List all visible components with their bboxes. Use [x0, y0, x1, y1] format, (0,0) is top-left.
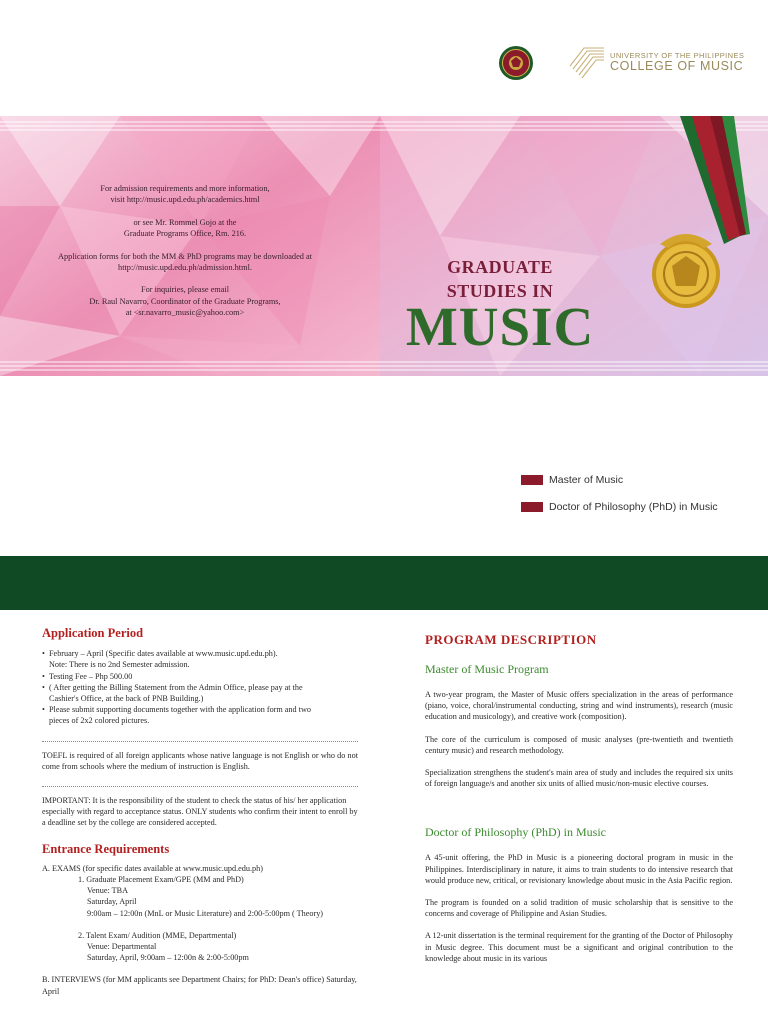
program-item-phd	[521, 501, 718, 513]
mm-description	[425, 689, 733, 789]
application-column	[42, 628, 358, 997]
application-period-heading: Application Period	[42, 626, 144, 640]
admission-info-text	[20, 183, 350, 319]
bullet-line: ( After getting the Billing Statement from the Admin Office, please pay at the	[49, 682, 303, 692]
entrance-requirements-heading: Entrance Requirements	[42, 841, 170, 856]
exam-talent	[42, 930, 358, 964]
title-graduate: GRADUATE	[447, 257, 553, 277]
interviews-text: B. INTERVIEWS (for MM applicants see Department Chairs; for PhD: Dean's office) Saturday, April	[42, 975, 357, 996]
phd-program-heading: Doctor of Philosophy (PhD) in Music	[425, 825, 606, 840]
green-divider-band	[0, 556, 768, 610]
admission-info-paragraph	[20, 284, 350, 318]
bullet-line: Note: There is no 2nd Semester admission.	[49, 660, 190, 670]
info-line: or see Mr. Rommel Gojo at the	[133, 217, 237, 227]
admission-info-paragraph	[20, 183, 350, 206]
exam-line: Venue: TBA	[87, 886, 129, 896]
title-music: MUSIC	[405, 296, 595, 357]
admission-info-paragraph	[20, 217, 350, 240]
logo-university-text: UNIVERSITY OF THE PHILIPPINES	[610, 51, 745, 60]
bullet-line: Testing Fee – Php 500.00	[49, 671, 133, 681]
exams-title: A. EXAMS (for specific dates available at www.music.upd.edu.ph)	[42, 863, 263, 873]
application-bullet	[42, 704, 358, 726]
info-line: visit http://music.upd.edu.ph/academics.html	[110, 195, 260, 205]
exam-placement	[42, 874, 358, 919]
info-line: Graduate Programs Office, Rm. 216.	[123, 229, 247, 239]
description-paragraph: A 45-unit offering, the PhD in Music is a pioneering doctoral program in music in the Philippines. Interdisciplinary in nature, it aims to train students to do intensive research that would produce new, critical, or revisionary knowledge about music in the Asia Pacific region.	[425, 853, 733, 885]
bullet-line: February – April (Specific dates available at www.music.upd.edu.ph).	[49, 649, 278, 659]
music-emblem-icon	[568, 42, 608, 82]
program-label: Doctor of Philosophy (PhD) in Music	[549, 501, 718, 513]
exam-line: 2. Talent Exam/ Audition (MME, Departmental)	[78, 930, 237, 940]
info-line: Dr. Raul Navarro, Coordinator of the Graduate Programs,	[89, 296, 281, 306]
info-line: Application forms for both the MM & PhD programs may be downloaded at	[58, 251, 312, 261]
program-description-column	[425, 632, 733, 975]
bullet-line: Please submit supporting documents together with the application form and two	[49, 705, 311, 715]
mm-program-heading: Master of Music Program	[425, 662, 549, 676]
title-studies-in: STUDIES IN	[446, 281, 554, 301]
exam-line: Venue: Departmental	[87, 942, 157, 952]
maroon-square-icon	[521, 502, 543, 512]
description-paragraph: Specialization strengthens the student's main area of study and includes the required six units of foreign language/s and another six units of allied music/non-music elective courses.	[425, 768, 733, 789]
description-paragraph: The core of the curriculum is composed of music analyses (pre-twentieth and twentieth century music) and research methodology.	[425, 734, 733, 755]
exam-line: 1. Graduate Placement Exam/GPE (MM and PhD)	[78, 875, 244, 885]
description-paragraph: A 12-unit dissertation is the terminal requirement for the granting of the Doctor of Philosophy in Music degree. This document must be a significant and original contribution to the knowledge about music in its various	[425, 931, 733, 963]
medal-icon	[600, 116, 768, 316]
program-item-mm	[521, 474, 623, 486]
toefl-note: TOEFL is required of all foreign applicants whose native language is not English or who do not come from schools where the medium of instruction is English.	[42, 750, 358, 771]
logo-college-text: COLLEGE OF MUSIC	[610, 59, 744, 73]
admission-info-paragraph	[20, 251, 350, 274]
info-line: For inquiries, please email	[140, 285, 230, 295]
description-paragraph: The program is founded on a solid tradition of music scholarship that is sensitive to the concerns and coverage of Philippine and Asian Studies.	[425, 898, 733, 919]
dotted-divider	[42, 741, 358, 742]
bullet-line: pieces of 2x2 colored pictures.	[49, 716, 150, 726]
info-line: For admission requirements and more information,	[100, 184, 270, 193]
important-note: IMPORTANT: It is the responsibility of the student to check the status of his/ her application especially with regard to acceptance status. ONLY students who confirm their intent to enroll by a deadline set by the college are considered accepted.	[42, 796, 358, 828]
application-bullet	[42, 671, 358, 682]
maroon-square-icon	[521, 475, 543, 485]
program-description-heading: PROGRAM DESCRIPTION	[425, 632, 597, 647]
info-line: http://music.upd.edu.ph/admission.html.	[118, 263, 252, 273]
up-seal-logo	[498, 45, 534, 81]
application-bullets	[42, 648, 358, 726]
exam-line: 9:00am – 12:00n (MnL or Music Literature) and 2:00-5:00pm ( Theory)	[87, 908, 324, 918]
exam-line: Saturday, April, 9:00am – 12:00n & 2:00-5:00pm	[87, 953, 249, 963]
college-of-music-logo	[568, 42, 758, 82]
dotted-divider	[42, 786, 358, 787]
exam-line: Saturday, April	[87, 897, 137, 907]
application-bullet	[42, 682, 358, 704]
phd-description	[425, 852, 733, 964]
description-paragraph: A two-year program, the Master of Music offers specialization in the areas of performance (piano, voice, choral/instrumental conducting, string and wind instruments), research (music education and musicology), and creative work (composition).	[425, 690, 733, 722]
program-label: Master of Music	[549, 474, 624, 486]
application-bullet	[42, 648, 358, 670]
cover-band	[0, 116, 768, 376]
info-line: at <sr.navarro_music@yahoo.com>	[125, 308, 245, 318]
bullet-line: Cashier's Office, at the back of PNB Building.)	[49, 694, 204, 704]
